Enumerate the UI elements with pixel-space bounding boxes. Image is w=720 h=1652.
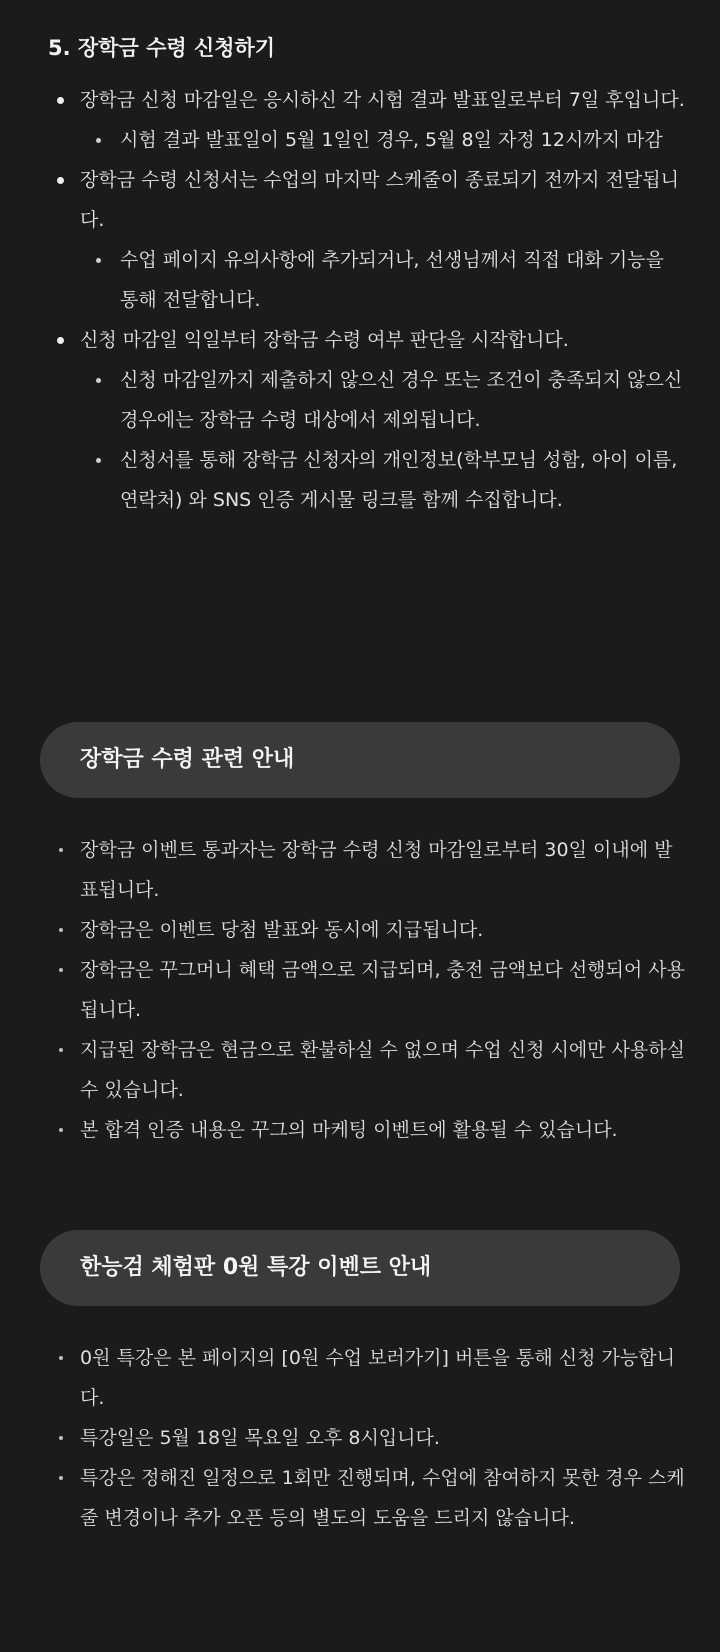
bullet-icon (57, 177, 64, 184)
list-item (48, 1338, 688, 1418)
bullet-icon (59, 848, 63, 852)
list-item-text: 장학금 신청 마감일은 응시하신 각 시험 결과 발표일로부터 7일 후입니다. (80, 89, 685, 111)
section-5-list (48, 80, 688, 520)
free-lecture-notice-header (40, 1230, 680, 1306)
section-5-title: 5. 장학금 수령 신청하기 (48, 36, 276, 60)
sub-list-item (80, 240, 688, 320)
list-item (48, 950, 688, 1030)
sub-bullet-icon (96, 258, 101, 263)
list-item-text: 특강은 정해진 일정으로 1회만 진행되며, 수업에 참여하지 못한 경우 스케줄 변경이나 추가 오픈 등의 별도의 도움을 드리지 않습니다. (80, 1467, 685, 1529)
bullet-icon (57, 97, 64, 104)
sub-list (80, 240, 688, 320)
list-item-text: 0원 특강은 본 페이지의 [0원 수업 보러가기] 버튼을 통해 신청 가능합니다. (80, 1347, 675, 1409)
list-item (48, 1030, 688, 1110)
free-lecture-notice-title: 한능검 체험판 0원 특강 이벤트 안내 (80, 1255, 432, 1280)
bullet-icon (57, 337, 64, 344)
bullet-icon (59, 1048, 63, 1052)
list-item-text: 장학금은 이벤트 당첨 발표와 동시에 지급됩니다. (80, 919, 484, 941)
list-item-text: 장학금 수령 신청서는 수업의 마지막 스케줄이 종료되기 전까지 전달됩니다. (80, 169, 679, 231)
list-item-text: 지급된 장학금은 현금으로 환불하실 수 없으며 수업 신청 시에만 사용하실 수 있습니다. (80, 1039, 685, 1101)
bullet-icon (59, 928, 63, 932)
list-item (48, 1110, 688, 1150)
list-item (48, 320, 688, 520)
sub-list-item-text: 신청 마감일까지 제출하지 않으신 경우 또는 조건이 충족되지 않으신 경우에는 장학금 수령 대상에서 제외됩니다. (120, 369, 683, 431)
list-item (48, 1418, 688, 1458)
sub-list (80, 360, 688, 520)
sub-list-item (80, 360, 688, 440)
list-item-text: 본 합격 인증 내용은 꾸그의 마케팅 이벤트에 활용될 수 있습니다. (80, 1119, 618, 1141)
sub-list-item-text: 수업 페이지 유의사항에 추가되거나, 선생님께서 직접 대화 기능을 통해 전달합니다. (120, 249, 664, 311)
scholarship-notice-header (40, 722, 680, 798)
bullet-icon (59, 1476, 63, 1480)
bullet-icon (59, 1128, 63, 1132)
sub-list (80, 120, 688, 160)
list-item-text: 장학금 이벤트 통과자는 장학금 수령 신청 마감일로부터 30일 이내에 발표됩니다. (80, 839, 673, 901)
sub-list-item-text: 신청서를 통해 장학금 신청자의 개인정보(학부모님 성함, 아이 이름, 연락처) 와 SNS 인증 게시물 링크를 함께 수집합니다. (120, 449, 678, 511)
list-item (48, 830, 688, 910)
bullet-icon (59, 968, 63, 972)
sub-bullet-icon (96, 378, 101, 383)
bullet-icon (59, 1436, 63, 1440)
sub-bullet-icon (96, 138, 101, 143)
scholarship-notice-title: 장학금 수령 관련 안내 (80, 747, 295, 772)
list-item (48, 80, 688, 160)
free-lecture-notice-list (48, 1338, 688, 1538)
bullet-icon (59, 1356, 63, 1360)
list-item (48, 1458, 688, 1538)
sub-list-item (80, 440, 688, 520)
sub-bullet-icon (96, 458, 101, 463)
list-item-text: 장학금은 꾸그머니 혜택 금액으로 지급되며, 충전 금액보다 선행되어 사용됩니다. (80, 959, 685, 1021)
sub-list-item (80, 120, 688, 160)
scholarship-notice-list (48, 830, 688, 1150)
list-item (48, 160, 688, 320)
sub-list-item-text: 시험 결과 발표일이 5월 1일인 경우, 5월 8일 자정 12시까지 마감 (120, 129, 663, 151)
list-item (48, 910, 688, 950)
section-5 (48, 32, 688, 520)
list-item-text: 특강일은 5월 18일 목요일 오후 8시입니다. (80, 1427, 440, 1449)
list-item-text: 신청 마감일 익일부터 장학금 수령 여부 판단을 시작합니다. (80, 329, 569, 351)
